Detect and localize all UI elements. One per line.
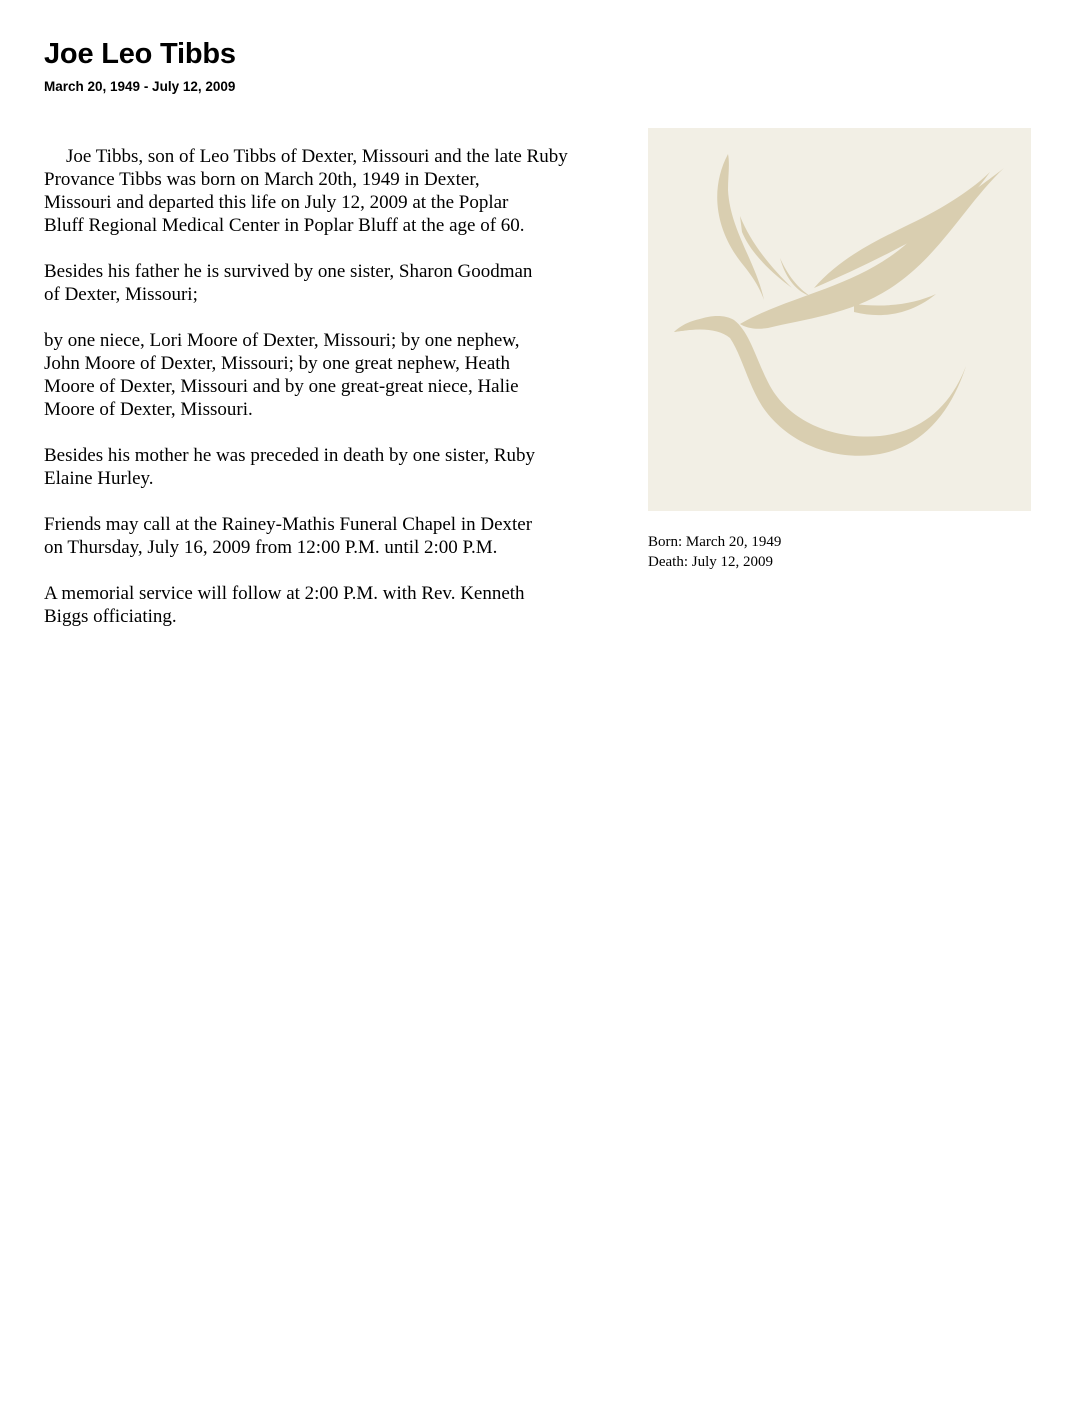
paragraph-line: John Moore of Dexter, Missouri; by one great nephew, Heath: [44, 353, 511, 374]
paragraph-line: Besides his father he is survived by one sister, Sharon Goodman: [44, 261, 533, 282]
born-date: Born: March 20, 1949: [648, 534, 782, 550]
obituary-body: [44, 145, 640, 651]
paragraph-line: on Thursday, July 16, 2009 from 12:00 P.M. until 2:00 P.M.: [44, 537, 498, 558]
paragraph-line: Elaine Hurley.: [44, 468, 154, 489]
photo-caption: [648, 532, 781, 572]
obituary-paragraph: [44, 260, 640, 306]
paragraph-line: of Dexter, Missouri;: [44, 284, 198, 305]
obituary-paragraph: [44, 329, 640, 421]
obituary-title: Joe Leo Tibbs: [44, 38, 236, 70]
obituary-paragraph: [44, 582, 640, 628]
dove-icon: [648, 128, 1031, 511]
paragraph-line: by one niece, Lori Moore of Dexter, Missouri; by one nephew,: [44, 330, 520, 351]
paragraph-line: Moore of Dexter, Missouri and by one great-great niece, Halie: [44, 376, 519, 397]
paragraph-line: Friends may call at the Rainey-Mathis Funeral Chapel in Dexter: [44, 514, 533, 535]
obituary-paragraph: [44, 513, 640, 559]
paragraph-line: A memorial service will follow at 2:00 P.M. with Rev. Kenneth: [44, 583, 525, 604]
obituary-photo: [648, 128, 1031, 511]
paragraph-line: Joe Tibbs, son of Leo Tibbs of Dexter, Missouri and the late Ruby: [66, 146, 568, 167]
paragraph-line: Besides his mother he was preceded in death by one sister, Ruby: [44, 445, 536, 466]
death-date: Death: July 12, 2009: [648, 554, 773, 570]
paragraph-line: Provance Tibbs was born on March 20th, 1949 in Dexter,: [44, 169, 480, 190]
obituary-paragraph: [44, 444, 640, 490]
paragraph-line: Biggs officiating.: [44, 606, 177, 627]
paragraph-line: Missouri and departed this life on July 12, 2009 at the Poplar: [44, 192, 509, 213]
obituary-paragraph: [44, 145, 640, 237]
paragraph-line: Moore of Dexter, Missouri.: [44, 399, 253, 420]
paragraph-line: Bluff Regional Medical Center in Poplar Bluff at the age of 60.: [44, 215, 525, 236]
obituary-dates: March 20, 1949 - July 12, 2009: [44, 79, 236, 94]
